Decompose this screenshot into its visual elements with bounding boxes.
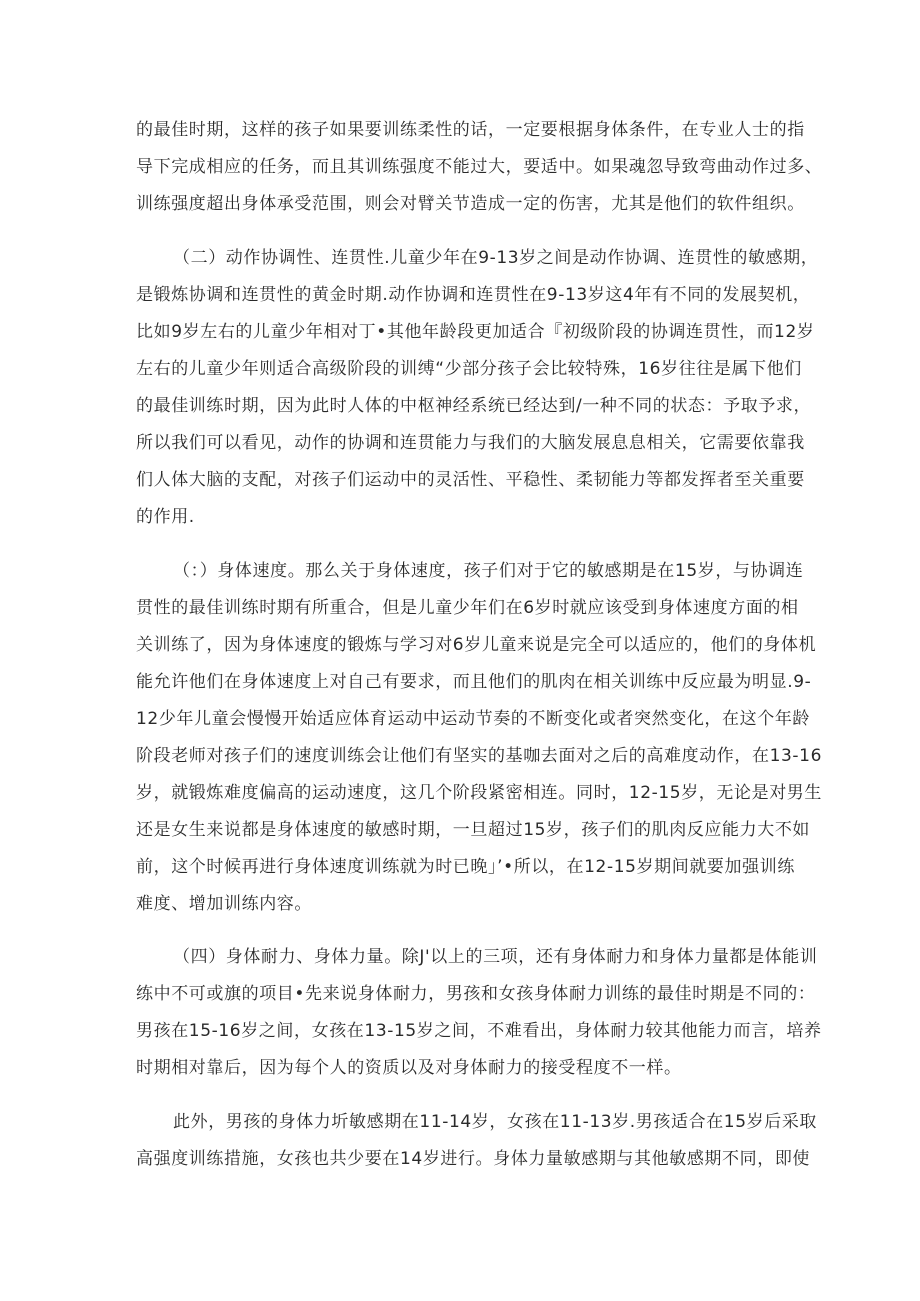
- text-line: 此外，男孩的身体力圻敏感期在11-14岁，女孩在11-13岁.男孩适合在15岁后采取: [173, 1112, 818, 1132]
- text-line: 训练强度超出身体承受范围，则会对臂关节造成一定的伤害，尤其是他们的软件组织。: [136, 194, 805, 214]
- text-line: 12少年儿童会慢慢开始适应体育运动中运动节奏的不断变化或者突然变化，在这个年龄: [136, 709, 811, 729]
- text-line: 导下完成相应的任务，而且其训练强度不能过大，要适中。如果魂忽导致弯曲动作过多、: [136, 157, 823, 177]
- text-line: 难度、增加训练内容。: [136, 894, 312, 914]
- text-line: 的最佳时期，这样的孩子如果要训练柔性的话，一定要根据身体条件，在专业人士的指: [136, 120, 805, 140]
- text-line: 的最佳训练时期，因为此时人体的中枢神经系统已经达到/一种不同的状态：予取予求，: [136, 396, 812, 416]
- text-line: 练中不可或旗的项目•先来说身体耐力，男孩和女孩身体耐力训练的最佳时期是不同的：: [136, 984, 816, 1004]
- text-line: 时期相对靠后，因为每个人的资质以及对身体耐力的接受程度不一样。: [136, 1058, 682, 1078]
- text-line: 高强度训练措施，女孩也共少要在14岁进行。身体力量敏感期与其他敏感期不同，即使: [136, 1149, 811, 1169]
- text-line: 能允许他们在身体速度上对自己有要求，而且他们的肌肉在相关训练中反应最为明显.9-: [136, 672, 812, 692]
- text-line: 所以我们可以看见，动作的协调和连贯能力与我们的大脑发展息息相关，它需要依靠我: [136, 433, 805, 453]
- text-line: 男孩在15-16岁之间，女孩在13-15岁之间，不难看出，身体耐力较其他能力而言，培养: [136, 1021, 822, 1041]
- text-line: 左右的儿童少年则适合高级阶段的训缚“少部分孩子会比较特殊，16岁往往是属下他们: [136, 359, 802, 379]
- text-line: 前，这个时候再进行身体速度训练就为时已晚」’•所以，在12-15岁期间就要加强训练: [136, 857, 795, 877]
- text-line: 们人体大脑的支配，对孩子们运动中的灵活性、平稳性、柔韧能力等都发挥者至关重要: [136, 470, 805, 490]
- text-line: 的作用.: [136, 507, 195, 527]
- text-line: 比如9岁左右的儿童少年相对丁•其他年龄段更加适合『初级阶段的协调连贯性，而12岁: [136, 322, 815, 342]
- text-line: 阶段老师对孩子们的速度训练会让他们有坚实的基咖去面对之后的高难度动作，在13-16: [136, 746, 822, 766]
- text-line: （四）身体耐力、身体力量。除J'以上的三项，还有身体耐力和身体力量都是体能训: [173, 947, 818, 967]
- text-line: 岁，就锻炼难度偏高的运动速度，这几个阶段紧密相连。同时，12-15岁，无论是对男生: [136, 783, 822, 803]
- text-line: 贯性的最佳训练时期有所重合，但是儿童少年们在6岁时就应该受到身体速度方面的相: [136, 598, 799, 618]
- text-line: （二）动作协调性、连贯性.儿童少年在9-13岁之间是动作协调、连贯性的敏感期，: [173, 248, 819, 268]
- text-line: 还是女生来说都是身体速度的敏感时期，一旦超过15岁，孩子们的肌肉反应能力大不如: [136, 820, 811, 840]
- text-line: （：）身体速度。那么关于身体速度，孩子们对于它的敏感期是在15岁，与协调连: [173, 561, 804, 581]
- text-line: 关训练了，因为身体速度的锻炼与学习对6岁儿童来说是完全可以适应的，他们的身体机: [136, 635, 817, 655]
- text-line: 是锻炼协调和连贯性的黄金时期.动作协调和连贯性在9-13岁这4年有不同的发展契机，: [136, 285, 811, 305]
